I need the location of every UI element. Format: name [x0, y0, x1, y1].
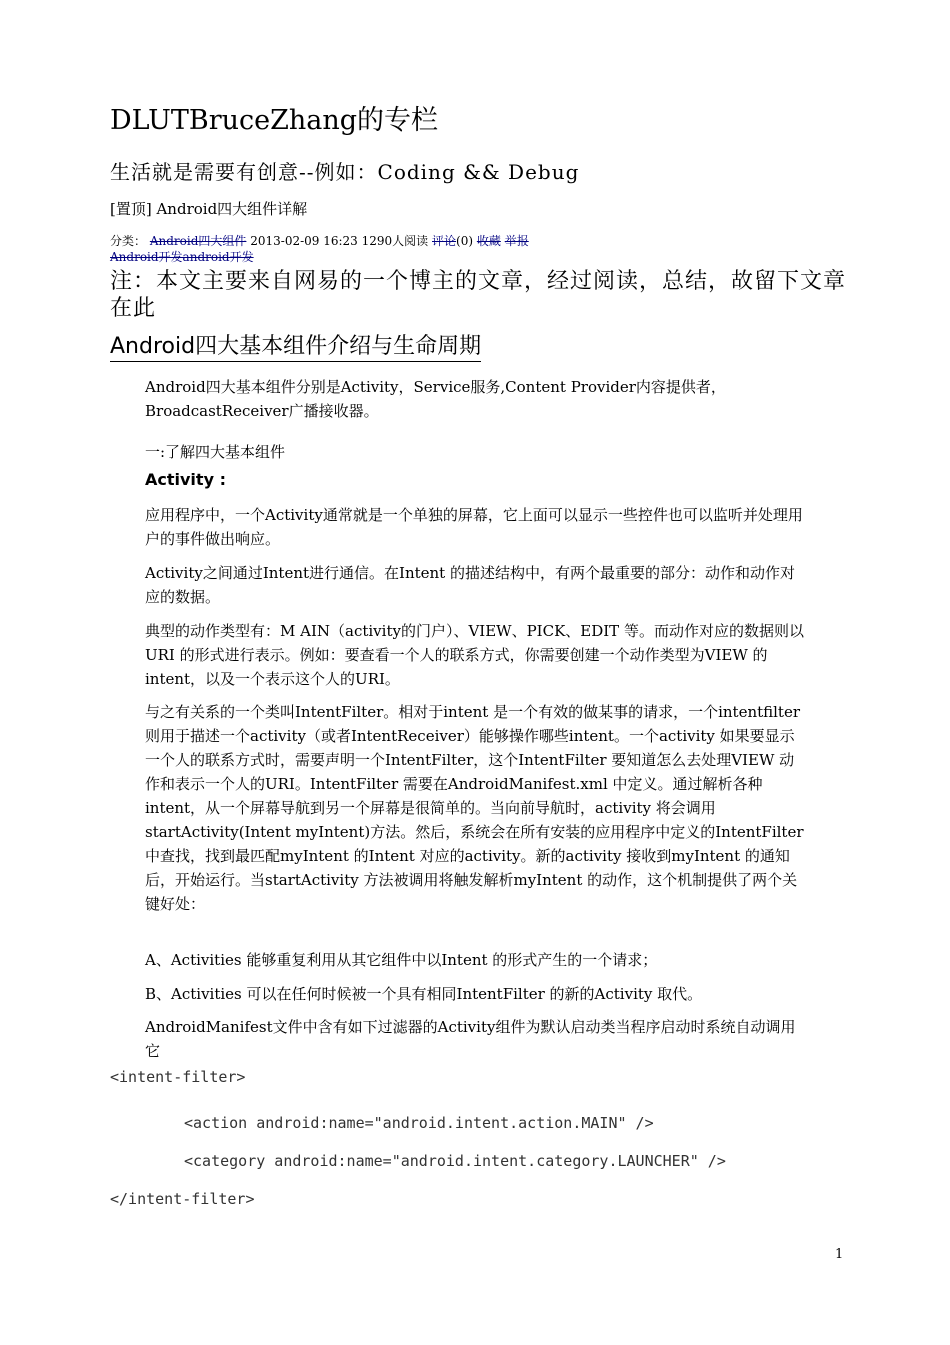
paragraph-activity-intent: Activity之间通过Intent进行通信。在Intent 的描述结构中，有两个最重要的部分：动作和动作对应的数据。: [145, 564, 795, 606]
category-link-android-components[interactable]: Android四大组件: [149, 234, 247, 248]
paragraph-action-types: 典型的动作类型有：M AIN（activity的门户）、VIEW、PICK、EDIT 等。而动作对应的数据则以URI 的形式进行表示。例如：要查看一个人的联系方式，你需要创建一个动作类型为VIEW 的intent，以及一个表示这个人的URI。: [145, 622, 804, 688]
code-line-category: <category android:name="android.intent.category.LAUNCHER" />: [184, 1152, 726, 1170]
code-line-action: <action android:name="android.intent.action.MAIN" />: [184, 1114, 654, 1132]
comments-count: (0): [456, 234, 474, 248]
favorite-link[interactable]: 收藏: [476, 234, 501, 248]
section-heading: [110, 333, 481, 362]
paragraph-understand-components: 一:了解四大基本组件: [145, 443, 286, 461]
category-label: 分类：: [110, 234, 147, 248]
section-heading-cn: 四大基本组件介绍与生命周期: [195, 334, 482, 359]
paragraph-activity-screen: 应用程序中，一个Activity通常就是一个单独的屏幕，它上面可以显示一些控件也可以监听并处理用户的事件做出响应。: [145, 506, 803, 548]
comments-link[interactable]: 评论: [432, 234, 457, 248]
blog-subtitle: 生活就是需要有创意--例如：Coding && Debug: [110, 160, 580, 184]
activity-heading: Activity :: [145, 470, 226, 489]
paragraph-intentfilter: 与之有关系的一个类叫IntentFilter。相对于intent 是一个有效的做某事的请求，一个intentfilter 则用于描述一个activity（或者IntentReceiver）能够操作哪些intent。一个activity 如果要显示一个人的联系方式时，需要声明一个IntentFilter，这个IntentFilter 要知道怎么去处理VIEW 动作和表示一个人的URI。IntentFilter 需要在AndroidManifest.xml 中定义。通过解析各种intent，从一个屏幕导航到另一个屏幕是很简单的。当向前导航时，activity 将会调用startActivity(Intent myIntent)方法。然后，系统会在所有安装的应用程序中定义的IntentFilter 中查找，找到最匹配myIntent 的Intent 对应的activity。新的activity 接收到myIntent 的通知后，开始运行。当startActivity 方法被调用将触发解析myIntent 的动作，这个机制提供了两个关键好处：: [145, 703, 804, 913]
page-number: 1: [835, 1247, 844, 1262]
post-date-views: 2013-02-09 16:23 1290人阅读: [250, 234, 429, 248]
paragraph-benefit-a: A、Activities 能够重复利用从其它组件中以Intent 的形式产生的一个请求；: [145, 951, 658, 969]
code-line-intent-filter-open: <intent-filter>: [110, 1068, 246, 1086]
paragraph-benefit-b: B、Activities 可以在任何时候被一个具有相同IntentFilter 的新的Activity 取代。: [145, 985, 703, 1003]
note-heading: 注：本文主要来自网易的一个博主的文章，经过阅读，总结，故留下文章在此: [110, 269, 847, 321]
code-line-intent-filter-close: </intent-filter>: [110, 1190, 255, 1208]
paragraph-components-intro: Android四大基本组件分别是Activity，Service服务,Content Provider内容提供者，BroadcastReceiver广播接收器。: [145, 378, 726, 420]
post-title: [置顶] Android四大组件详解: [110, 200, 308, 218]
paragraph-manifest: AndroidManifest文件中含有如下过滤器的Activity组件为默认启动类当程序启动时系统自动调用它: [145, 1018, 796, 1060]
category-link-android-dev[interactable]: Android开发android开发: [110, 250, 254, 264]
report-link[interactable]: 举报: [504, 234, 529, 248]
blog-title: DLUTBruceZhang的专栏: [110, 105, 439, 136]
post-meta: [110, 233, 529, 265]
section-heading-en: Android: [110, 334, 196, 359]
